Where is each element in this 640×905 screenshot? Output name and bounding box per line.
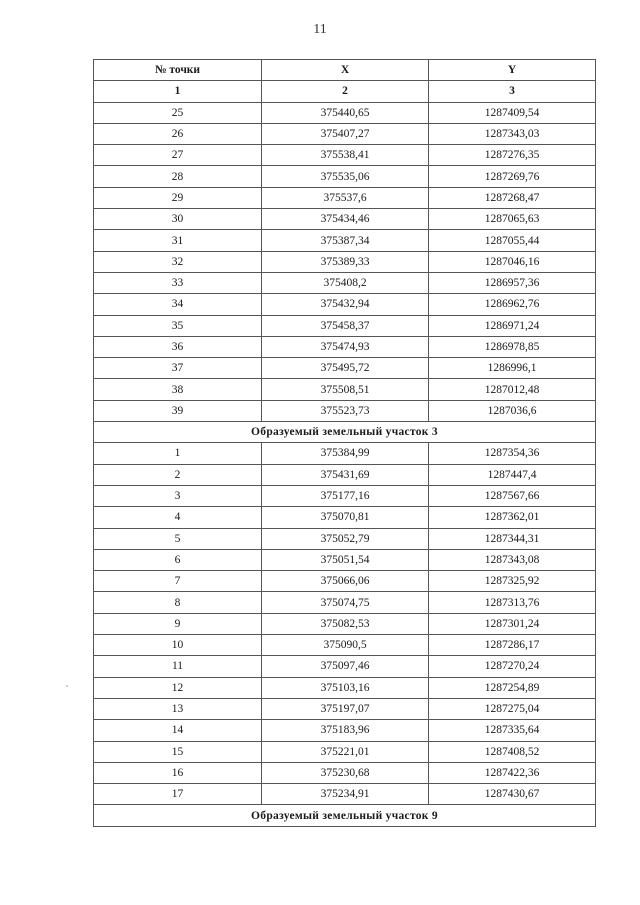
table-row — [94, 784, 596, 805]
x-cell: 375431,69 — [262, 464, 429, 485]
x-cell: 375082,53 — [262, 613, 429, 634]
x-cell: 375389,33 — [262, 251, 429, 272]
point-number-cell: 14 — [94, 720, 262, 741]
table-row — [94, 720, 596, 741]
y-cell: 1287409,54 — [429, 102, 596, 123]
point-number-cell: 6 — [94, 549, 262, 570]
x-cell: 375183,96 — [262, 720, 429, 741]
x-cell: 375221,01 — [262, 741, 429, 762]
table-row — [94, 592, 596, 613]
point-number-cell: 33 — [94, 272, 262, 293]
header-row — [94, 60, 596, 81]
point-number-cell: 35 — [94, 315, 262, 336]
point-number-cell: 26 — [94, 123, 262, 144]
table-row — [94, 698, 596, 719]
point-number-cell: 8 — [94, 592, 262, 613]
point-number-cell: 9 — [94, 613, 262, 634]
table-row — [94, 613, 596, 634]
point-number-cell: 10 — [94, 635, 262, 656]
table-row — [94, 123, 596, 144]
section-title-plot-9-row — [94, 805, 596, 826]
point-number-cell: 1 — [94, 443, 262, 464]
y-cell: 1286962,76 — [429, 294, 596, 315]
y-cell: 1287343,03 — [429, 123, 596, 144]
x-cell: 375508,51 — [262, 379, 429, 400]
y-cell: 1287354,36 — [429, 443, 596, 464]
y-cell: 1287301,24 — [429, 613, 596, 634]
table-row — [94, 656, 596, 677]
table-row — [94, 571, 596, 592]
section-title-plot-3-row — [94, 422, 596, 443]
point-number-cell: 13 — [94, 698, 262, 719]
y-cell: 1287313,76 — [429, 592, 596, 613]
y-cell: 1287335,64 — [429, 720, 596, 741]
header-x: X — [262, 60, 429, 81]
table-row — [94, 358, 596, 379]
x-cell: 375432,94 — [262, 294, 429, 315]
point-number-cell: 12 — [94, 677, 262, 698]
table-row — [94, 549, 596, 570]
point-number-cell: 39 — [94, 400, 262, 421]
point-number-cell: 3 — [94, 485, 262, 506]
y-cell: 1287275,04 — [429, 698, 596, 719]
table-row — [94, 762, 596, 783]
y-cell: 1287344,31 — [429, 528, 596, 549]
section-title-plot-3: Образуемый земельный участок 3 — [94, 422, 596, 443]
x-cell: 375458,37 — [262, 315, 429, 336]
y-cell: 1287362,01 — [429, 507, 596, 528]
x-cell: 375066,06 — [262, 571, 429, 592]
y-cell: 1286971,24 — [429, 315, 596, 336]
x-cell: 375103,16 — [262, 677, 429, 698]
y-cell: 1287055,44 — [429, 230, 596, 251]
point-number-cell: 17 — [94, 784, 262, 805]
section-title-plot-9: Образуемый земельный участок 9 — [94, 805, 596, 826]
point-number-cell: 31 — [94, 230, 262, 251]
x-cell: 375051,54 — [262, 549, 429, 570]
table-row — [94, 635, 596, 656]
point-number-cell: 2 — [94, 464, 262, 485]
column-number-2: 2 — [262, 81, 429, 102]
table-row — [94, 443, 596, 464]
table-row — [94, 400, 596, 421]
point-number-cell: 28 — [94, 166, 262, 187]
y-cell: 1287286,17 — [429, 635, 596, 656]
table-row — [94, 166, 596, 187]
x-cell: 375495,72 — [262, 358, 429, 379]
table-row — [94, 145, 596, 166]
table-row — [94, 102, 596, 123]
table-row — [94, 230, 596, 251]
y-cell: 1287422,36 — [429, 762, 596, 783]
table-row — [94, 464, 596, 485]
point-number-cell: 34 — [94, 294, 262, 315]
point-number-cell: 15 — [94, 741, 262, 762]
table-row — [94, 336, 596, 357]
header-y: Y — [429, 60, 596, 81]
table-row — [94, 272, 596, 293]
page-number: 11 — [313, 22, 327, 37]
table-row — [94, 677, 596, 698]
y-cell: 1287325,92 — [429, 571, 596, 592]
scan-speck — [66, 685, 68, 687]
column-number-1: 1 — [94, 81, 262, 102]
point-number-cell: 4 — [94, 507, 262, 528]
y-cell: 1287065,63 — [429, 209, 596, 230]
point-number-cell: 38 — [94, 379, 262, 400]
x-cell: 375538,41 — [262, 145, 429, 166]
x-cell: 375384,99 — [262, 443, 429, 464]
x-cell: 375523,73 — [262, 400, 429, 421]
table-row — [94, 741, 596, 762]
y-cell: 1286996,1 — [429, 358, 596, 379]
x-cell: 375090,5 — [262, 635, 429, 656]
x-cell: 375387,34 — [262, 230, 429, 251]
point-number-cell: 32 — [94, 251, 262, 272]
y-cell: 1287447,4 — [429, 464, 596, 485]
point-number-cell: 29 — [94, 187, 262, 208]
table-row — [94, 485, 596, 506]
y-cell: 1287012,48 — [429, 379, 596, 400]
point-number-cell: 30 — [94, 209, 262, 230]
x-cell: 375070,81 — [262, 507, 429, 528]
y-cell: 1287254,89 — [429, 677, 596, 698]
point-number-cell: 36 — [94, 336, 262, 357]
y-cell: 1287343,08 — [429, 549, 596, 570]
column-number-row — [94, 81, 596, 102]
y-cell: 1286978,85 — [429, 336, 596, 357]
y-cell: 1287269,76 — [429, 166, 596, 187]
table-row — [94, 528, 596, 549]
coordinates-table — [93, 59, 596, 827]
x-cell: 375407,27 — [262, 123, 429, 144]
point-number-cell: 11 — [94, 656, 262, 677]
x-cell: 375052,79 — [262, 528, 429, 549]
table-row — [94, 251, 596, 272]
point-number-cell: 37 — [94, 358, 262, 379]
x-cell: 375074,75 — [262, 592, 429, 613]
table-row — [94, 294, 596, 315]
table-row — [94, 507, 596, 528]
point-number-cell: 27 — [94, 145, 262, 166]
table-row — [94, 379, 596, 400]
table-row — [94, 315, 596, 336]
y-cell: 1286957,36 — [429, 272, 596, 293]
point-number-cell: 16 — [94, 762, 262, 783]
point-number-cell: 5 — [94, 528, 262, 549]
x-cell: 375408,2 — [262, 272, 429, 293]
table-row — [94, 209, 596, 230]
y-cell: 1287567,66 — [429, 485, 596, 506]
y-cell: 1287268,47 — [429, 187, 596, 208]
header-point-number: № точки — [94, 60, 262, 81]
x-cell: 375474,93 — [262, 336, 429, 357]
y-cell: 1287270,24 — [429, 656, 596, 677]
y-cell: 1287036,6 — [429, 400, 596, 421]
y-cell: 1287408,52 — [429, 741, 596, 762]
point-number-cell: 7 — [94, 571, 262, 592]
table-row — [94, 187, 596, 208]
y-cell: 1287276,35 — [429, 145, 596, 166]
x-cell: 375234,91 — [262, 784, 429, 805]
y-cell: 1287046,16 — [429, 251, 596, 272]
y-cell: 1287430,67 — [429, 784, 596, 805]
x-cell: 375440,65 — [262, 102, 429, 123]
column-number-3: 3 — [429, 81, 596, 102]
x-cell: 375537,6 — [262, 187, 429, 208]
x-cell: 375177,16 — [262, 485, 429, 506]
x-cell: 375230,68 — [262, 762, 429, 783]
x-cell: 375097,46 — [262, 656, 429, 677]
x-cell: 375535,06 — [262, 166, 429, 187]
x-cell: 375434,46 — [262, 209, 429, 230]
point-number-cell: 25 — [94, 102, 262, 123]
x-cell: 375197,07 — [262, 698, 429, 719]
